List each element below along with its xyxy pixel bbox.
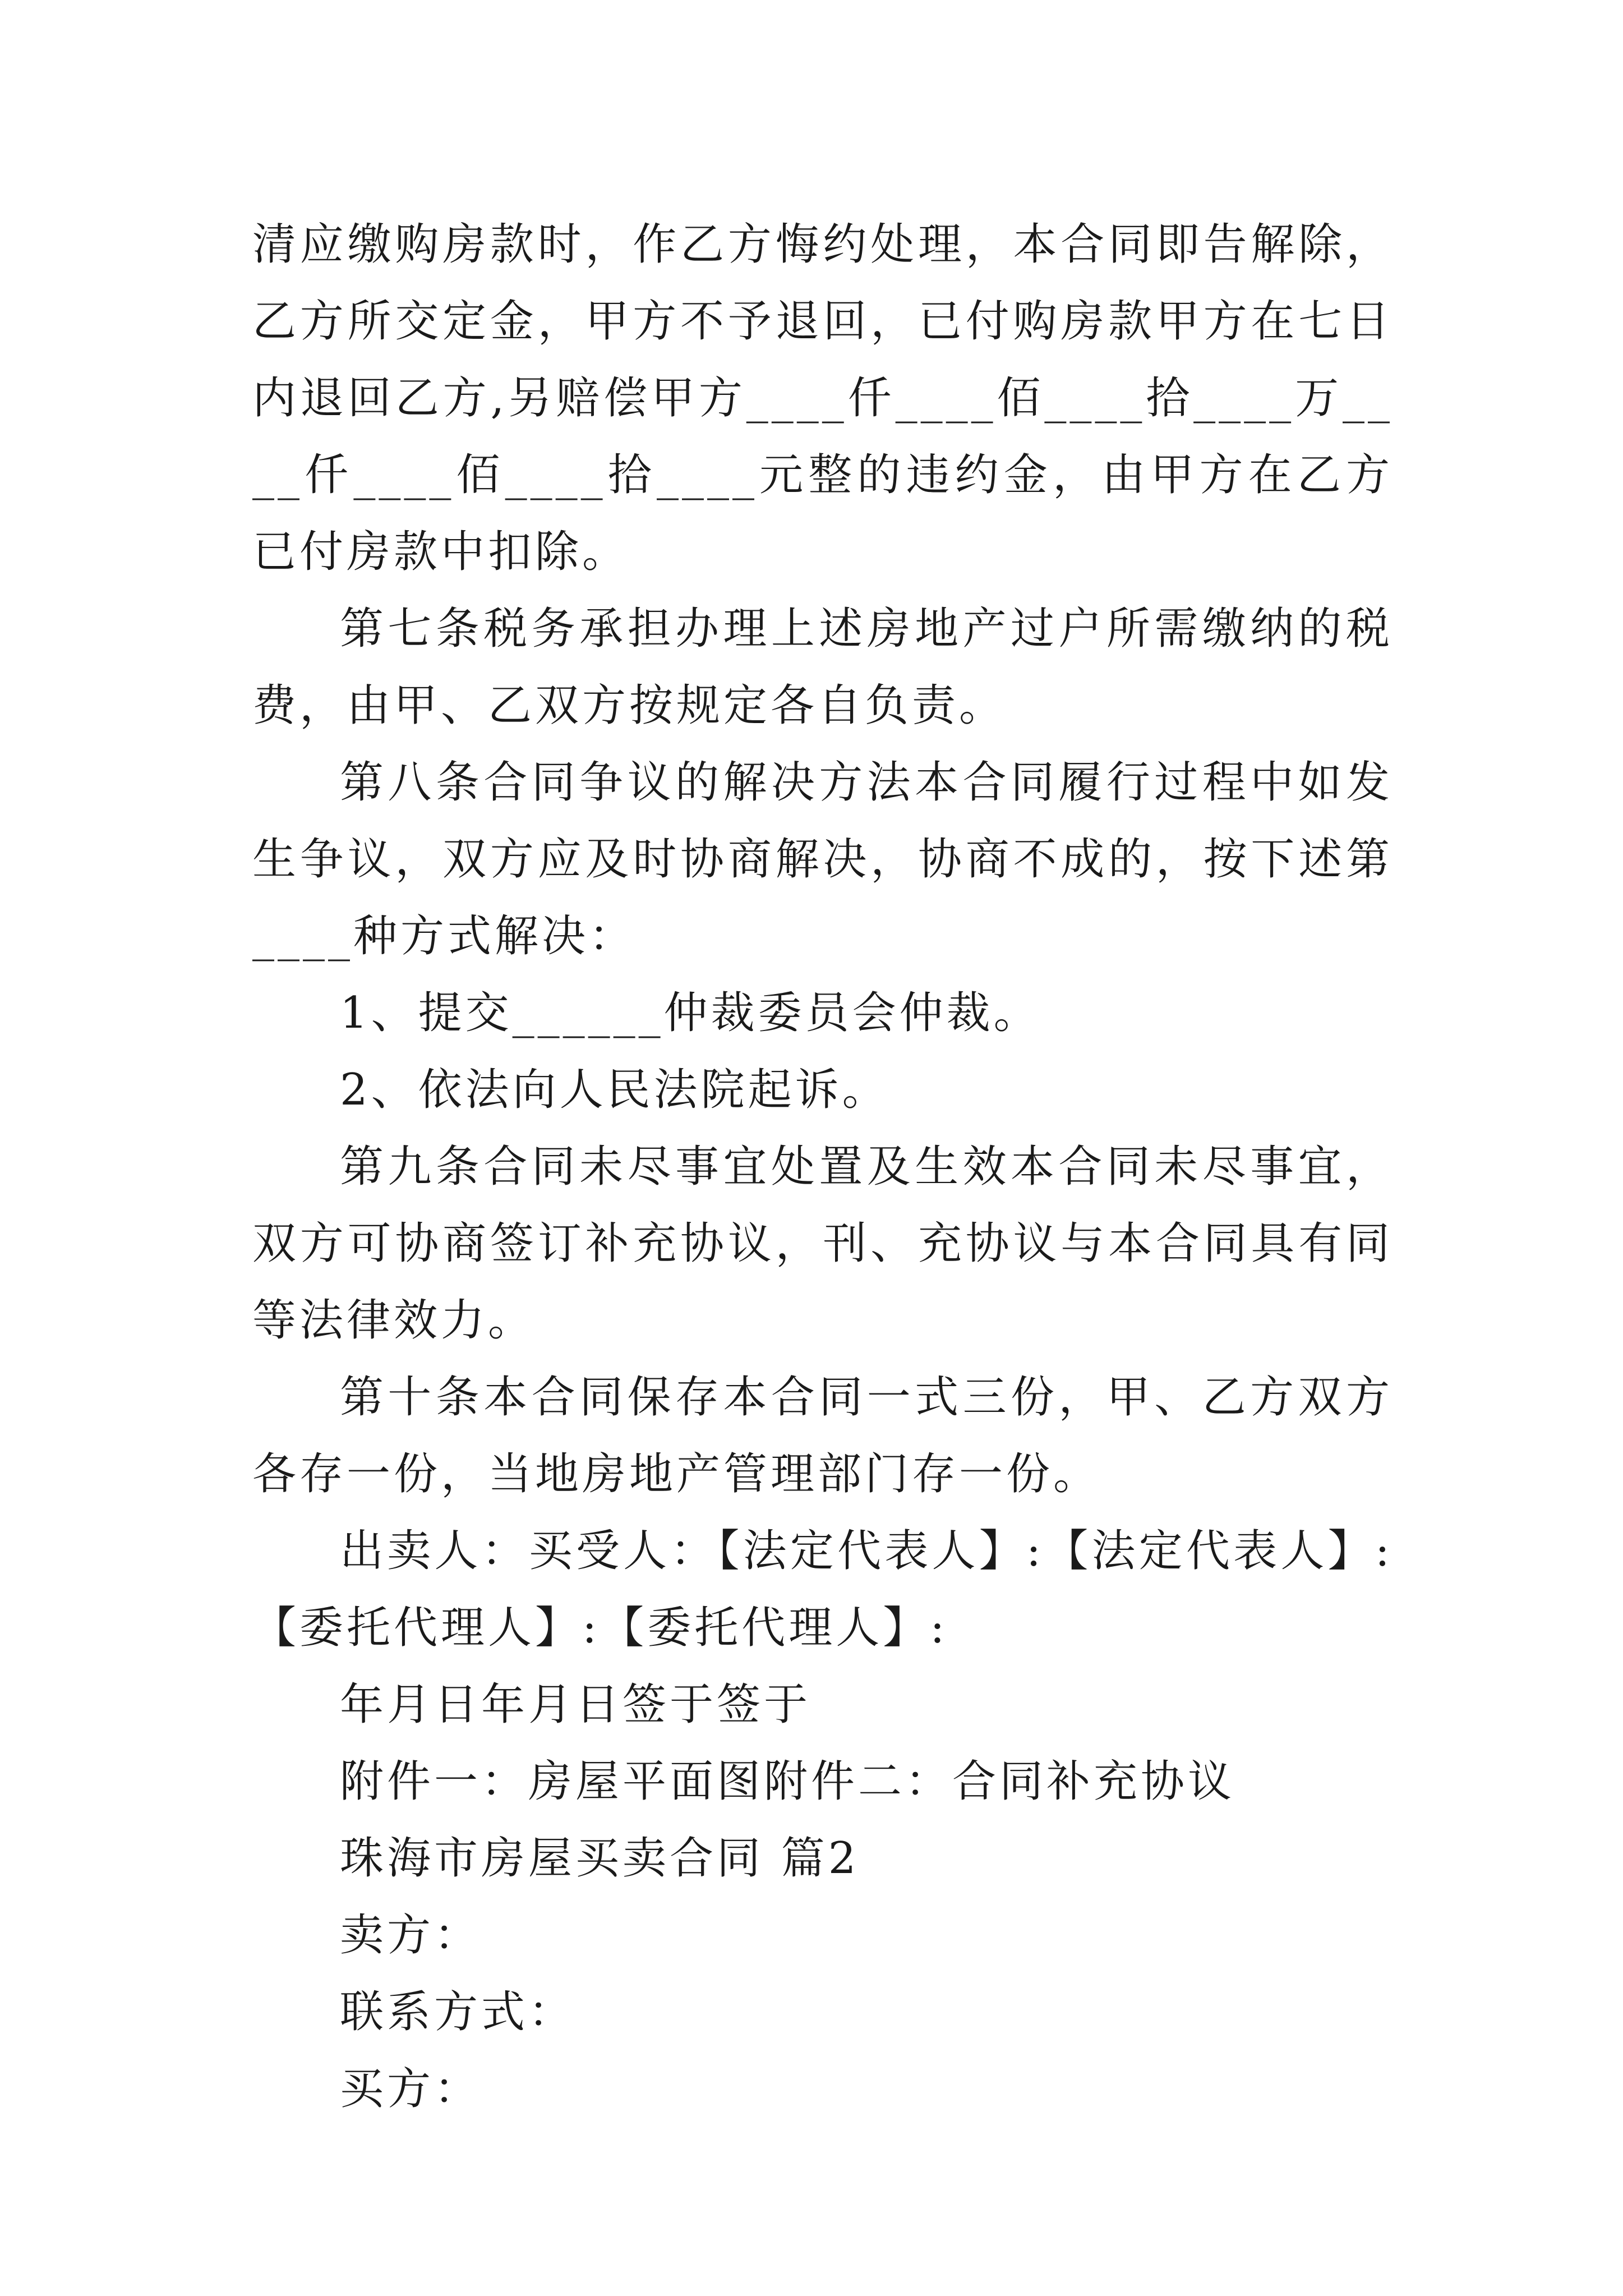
- paragraph-option-1: 1、提交______仲裁委员会仲裁。: [340, 988, 1041, 1038]
- paragraph-contract-title-2: 珠海市房屋买卖合同 篇2: [340, 1833, 860, 1884]
- paragraph-contact: 联系方式：: [340, 1987, 576, 2037]
- paragraph-article-7: 第七条税务承担办理上述房地产过户所需缴纳的税费，由甲、乙双方按规定各自负责。: [252, 604, 1393, 731]
- paragraph-article-9: 第九条合同未尽事宜处置及生效本合同未尽事宜，双方可协商签订补充协议，刊、充协议与本合同具有同等法律效力。: [252, 1142, 1393, 1346]
- paragraph-article-8: 第八条合同争议的解决方法本合同履行过程中如发生争议，双方应及时协商解决，协商不成的，按下述第____种方式解决：: [252, 757, 1393, 961]
- paragraph-buyer: 买方：: [340, 2064, 482, 2114]
- paragraph-seller: 卖方：: [340, 1910, 482, 1961]
- document-body: [252, 206, 1393, 2128]
- paragraph-signatories: 出卖人：买受人：【法定代表人】:【法定代表人】:【委托代理人】:【委托代理人】:: [252, 1526, 1393, 1653]
- paragraph-option-2: 2、依法向人民法院起诉。: [340, 1065, 889, 1115]
- paragraph-breach-clause: 清应缴购房款时，作乙方悔约处理，本合同即告解除，乙方所交定金，甲方不予退回，已付购房款甲方在七日内退回乙方,另赔偿甲方____仟____佰____拾____万____仟____佰____拾____元整的违约金，由甲方在乙方已付房款中扣除。: [252, 219, 1393, 577]
- paragraph-dates: 年月日年月日签于签于: [340, 1680, 811, 1730]
- paragraph-article-10: 第十条本合同保存本合同一式三份，甲、乙方双方各存一份，当地房地产管理部门存一份。: [252, 1372, 1393, 1499]
- paragraph-attachments: 附件一：房屋平面图附件二：合同补充协议: [340, 1756, 1235, 1807]
